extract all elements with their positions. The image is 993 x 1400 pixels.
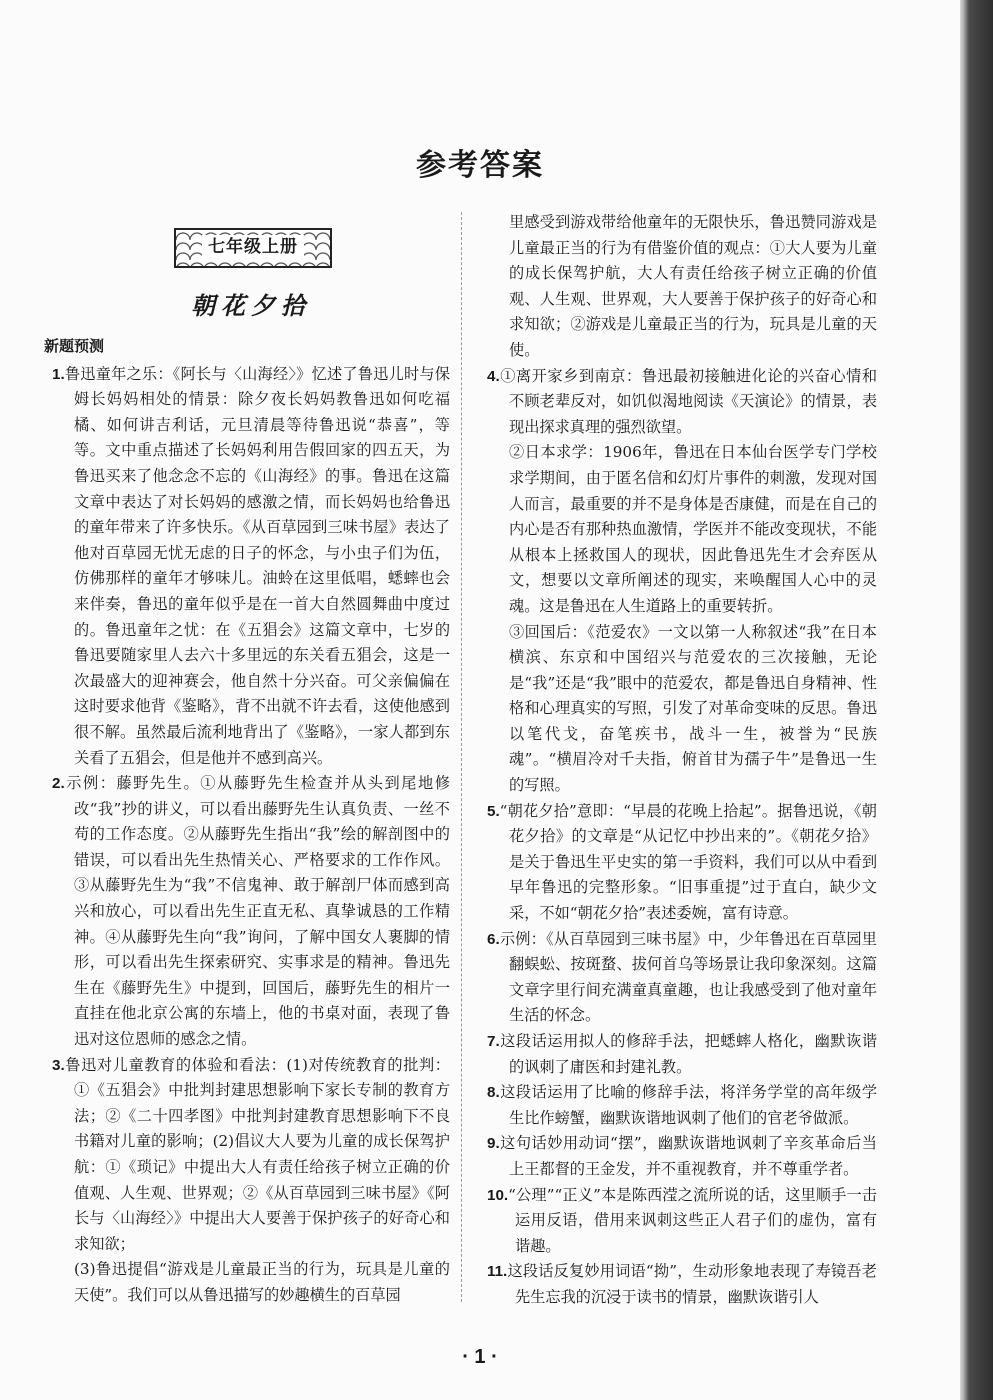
grade-badge-wrapper: [52, 210, 450, 276]
answer-item: 11.这段话反复妙用词语“拗”，生动形象地表现了寿镜吾老先生忘我的沉浸于读书的情景，幽默诙谐引人: [487, 1262, 877, 1306]
answer-item: 3.鲁迅对儿童教育的体验和看法：(1)对传统教育的批判：①《五猖会》中批判封建思想影响下家长专制的教育方法；②《二十四孝图》中批判封建教育思想影响下不良书籍对儿童的影响；(2)倡议大人要为儿童的成长保驾护航：①《琐记》中提出大人有责任给孩子树立正确的价值观、人生观、世界观；②《从百草园到三味书屋》《阿长与〈山海经〉》中提出大人要善于保护孩子的好奇心和求知欲；: [52, 1055, 450, 1253]
answer-paragraph: 里感受到游戏带给他童年的无限快乐，鲁迅赞同游戏是儿童最正当的行为有借鉴价值的观点：①大人要为儿童的成长保驾护航，大人有责任给孩子树立正确的价值观、人生观、世界观，大人要善于保护孩子的好奇心和求知欲；②游戏是儿童最正当的行为，玩具是儿童的天使。: [509, 213, 877, 359]
grade-badge-label: 七年级上册: [202, 235, 304, 261]
page-title: 参考答案: [416, 148, 544, 183]
page-edge-shadow: [960, 0, 993, 1400]
answer-paragraph: ②日本求学：1906年，鲁迅在日本仙台医学专门学校求学期间，由于匿名信和幻灯片事件的刺激，发现对国人而言，最重要的并不是身体是否康健，而是在自己的内心是否有那种热血激情，学医并不能改变现状，不能从根本上拯救国人的现状，因此鲁迅先生才会弃医从文，想要以文章所阐述的现实，来唤醒国人心中的灵魂。这是鲁迅在人生道路上的重要转折。: [509, 443, 877, 615]
answer-item: 10.“公理”“正义”本是陈西滢之流所说的话，这里顺手一击运用反语，借用来讽刺这些正人君子们的虚伪，富有谐趣。: [487, 1185, 877, 1255]
column-divider: [461, 212, 462, 1302]
answer-paragraph: ③回国后：《范爱农》一文以第一人称叙述“我”在日本横滨、东京和中国绍兴与范爱农的三次接触，无论是“我”还是“我”眼中的范爱农，都是鲁迅自身精神、性格和心理真实的写照，引发了对革命变味的反思。鲁迅以笔代戈，奋笔疾书，战斗一生，被誉为“民族魂”。“横眉冷对千夫指，俯首甘为孺子牛”是鲁迅一生的写照。: [509, 622, 877, 795]
answer-item: 2.示例：藤野先生。①从藤野先生检查并从头到尾地修改“我”抄的讲义，可以看出藤野先生认真负责、一丝不苟的工作态度。②从藤野先生指出“我”绘的解剖图中的错误，可以看出先生热情关心、严格要求的工作作风。③从藤野先生为“我”不信鬼神、敢于解剖尸体而感到高兴和放心，可以看出先生正直无私、真挚诚恳的工作精神。④从藤野先生向“我”询问，了解中国女人裹脚的情形，可以看出先生探索研究、实事求是的精神。鲁迅先生在《藤野先生》中提到，回国后，藤野先生的相片一直挂在他北京公寓的东墙上，他的书桌对面，表现了鲁迅对这位恩师的感念之情。: [52, 774, 450, 1049]
lesson-title: 朝花夕拾: [191, 291, 311, 320]
answer-paragraph: (3)鲁迅提倡“游戏是儿童最正当的行为，玩具是儿童的天使”。我们可以从鲁迅描写的妙趣横生的百草园: [74, 1260, 450, 1304]
answer-item: 1.鲁迅童年之乐：《阿长与〈山海经〉》忆述了鲁迅儿时与保姆长妈妈相处的情景：除夕夜长妈妈教鲁迅如何吃福橘、如何讲吉利话，元旦清晨等待鲁迅说“恭喜”，等等。文中重点描述了长妈妈利用告假回家的四五天，为鲁迅买来了他念念不忘的《山海经》的事。鲁迅在这篇文章中表达了对长妈妈的感激之情，而长妈妈也给鲁迅的童年带来了许多快乐。《从百草园到三味书屋》表达了他对百草园无忧无虑的日子的怀念，与小虫子们为伍，仿佛那样的童年才够味儿。油蛉在这里低唱，蟋蟀也会来伴奏，鲁迅的童年似乎是在一首大自然圆舞曲中度过的。鲁迅童年之忧：在《五猖会》这篇文章中，七岁的鲁迅要随家里人去六十多里远的东关看五猖会，这是一次最盛大的迎神赛会，他自然十分兴奋。可父亲偏偏在这时要求他背《鉴略》，背不出就不许去看，这使他感到很不解。虽然最后流利地背出了《鉴略》，一家人都到东关看了五猖会，但是他并不感到高兴。: [52, 364, 450, 767]
grade-badge: [174, 228, 332, 268]
answer-item: 8.这段话运用了比喻的修辞手法，将洋务学堂的高年级学生比作螃蟹，幽默诙谐地讽刺了他们的官老爷做派。: [487, 1083, 877, 1127]
answer-item: 6.示例：《从百草园到三味书屋》中，少年鲁迅在百草园里翻蜈蚣、按斑蝥、拔何首乌等场景让我印象深刻。这篇文章字里行间充满童真童趣，也让我感受到了他对童年生活的怀念。: [487, 929, 877, 1025]
left-column: [44, 210, 450, 1309]
answer-item: 5.“朝花夕拾”意即：“早晨的花晚上拾起”。据鲁迅说，《朝花夕拾》的文章是“从记忆中抄出来的”。《朝花夕拾》是关于鲁迅生平史实的第一手资料，我们可以从中看到早年鲁迅的完整形象。“旧事重提”过于直白，缺少文采，不如“朝花夕拾”表述委婉，富有诗意。: [487, 801, 877, 923]
section-title: 新题预测: [44, 337, 105, 355]
answer-item: 4.①离开家乡到南京：鲁迅最初接触进化论的兴奋心情和不顾老辈反对，如饥似渴地阅读《天演论》的情景，表现出探求真理的强烈欲望。: [487, 366, 877, 436]
right-column: [487, 210, 877, 1311]
answer-item: 9.这句话妙用动词“摆”，幽默诙谐地讽刺了辛亥革命后当上王都督的王金发，并不重视教育，并不尊重学者。: [487, 1134, 877, 1178]
page-number: · 1 ·: [462, 1346, 498, 1368]
answer-item: 7.这段话运用拟人的修辞手法，把蟋蟀人格化，幽默诙谐的讽刺了庸医和封建礼教。: [487, 1032, 877, 1076]
